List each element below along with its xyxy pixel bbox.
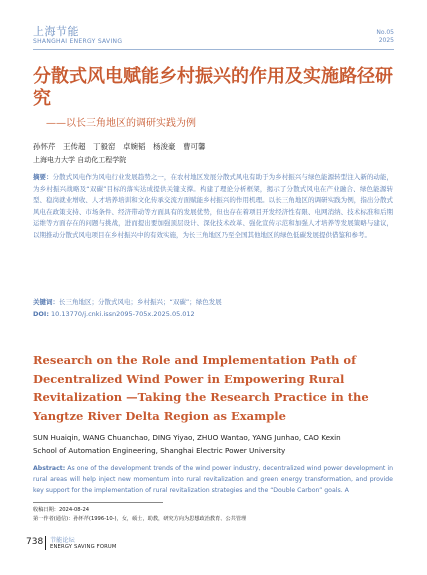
keywords-label: 关键词：	[33, 298, 59, 306]
abstract-en-text: As one of the development trends of the wind power industry, decentralized wind power development in rural areas will help inject new momentum into rural revitalization and green energy transformation, and provide key support for the implementation of rural revitalization strategies and the “Double Carbon” goals. A	[33, 465, 394, 494]
affiliation-en: School of Automation Engineering, Shanghai Electric Power University	[33, 446, 286, 455]
abstract-en-label: Abstract:	[33, 465, 66, 472]
footer-section-en: ENERGY SAVING FORUM	[50, 544, 117, 550]
article-title-cn: 分散式风电赋能乡村振兴的作用及实施路径研究	[33, 66, 393, 109]
page-number: 738	[26, 537, 44, 547]
keywords-text: 长三角地区；分散式风电；乡村振兴；“双碳”；绿色发展	[59, 298, 222, 306]
issue-number: No.05	[376, 29, 394, 36]
footer-section-cn: 节能论坛	[50, 537, 75, 544]
authors-cn: 孙怀芹 王传超 丁毅窑 卓婉韬 杨浚豪 曹可馨	[33, 142, 206, 151]
doi-value[interactable]: 10.13770/j.cnki.issn2095-705x.2025.05.012	[51, 310, 195, 318]
received-date: 收稿日期：2024-08-24	[33, 507, 90, 513]
authors-en: SUN Huaiqin, WANG Chuanchao, DING Yiyao, ZHUO Wantao, YANG Junhao, CAO Kexin	[33, 433, 341, 442]
affiliation-cn: 上海电力大学 自动化工程学院	[33, 156, 127, 164]
doi-label: DOI:	[33, 310, 49, 318]
journal-name-en: SHANGHAI ENERGY SAVING	[33, 38, 123, 45]
keywords-cn	[33, 297, 393, 306]
header-divider	[33, 49, 394, 50]
article-title-en: Research on the Role and Implementation Path of Decentralized Wind Power in Empowering Rural Revitalization —Taking the Research Practice in the Yangtze River Delta Region as Example	[33, 353, 369, 423]
abstract-cn	[33, 172, 393, 241]
article-subtitle-cn: ——以长三角地区的调研实践为例	[46, 118, 196, 129]
author-bio: 第一作者(通信)：孙怀芹(1996-10-)，女，硕士，助教，研究方向为思想政治教育、公共管理	[33, 516, 247, 522]
journal-name-cn: 上海节能	[33, 25, 79, 38]
doi	[33, 310, 195, 318]
abstract-en	[33, 463, 393, 496]
abstract-cn-label: 摘要：	[33, 173, 53, 181]
footnote-divider	[33, 502, 163, 503]
footer-divider	[45, 536, 46, 550]
page-header	[33, 23, 394, 51]
abstract-cn-text: 分散式风电作为风电行业发展趋势之一，在农村地区发展分散式风电有助于为乡村振兴与绿色能源转型注入新的动能，为乡村振兴战略及“双碳”目标的落实达成提供关键支撑。构建了理论分析框架，揭示了分散式风电在产业融合、绿色能源转型、稳岗就业增收、人才培养培训和文化传承交流方面赋能乡村振兴的作用机理。以长三角地区的调研实践为例，指出分散式风电在政策支持、市场条件、经济带动等方面具有的发展优势，但也存在着项目开发经济性有限、电网消纳、技术标准和后期运维等方面存在的问题与挑战，进而提出要加强顶层设计、深化技术改革、强化宣传示范和加强人才培养等发展策略与建议，以期推动分散式风电项目在乡村振兴中的有效实施，为长三角地区乃至全国其他地区的绿色低碳发展提供借鉴和参考。	[33, 173, 394, 239]
issue-year: 2025	[378, 37, 394, 44]
